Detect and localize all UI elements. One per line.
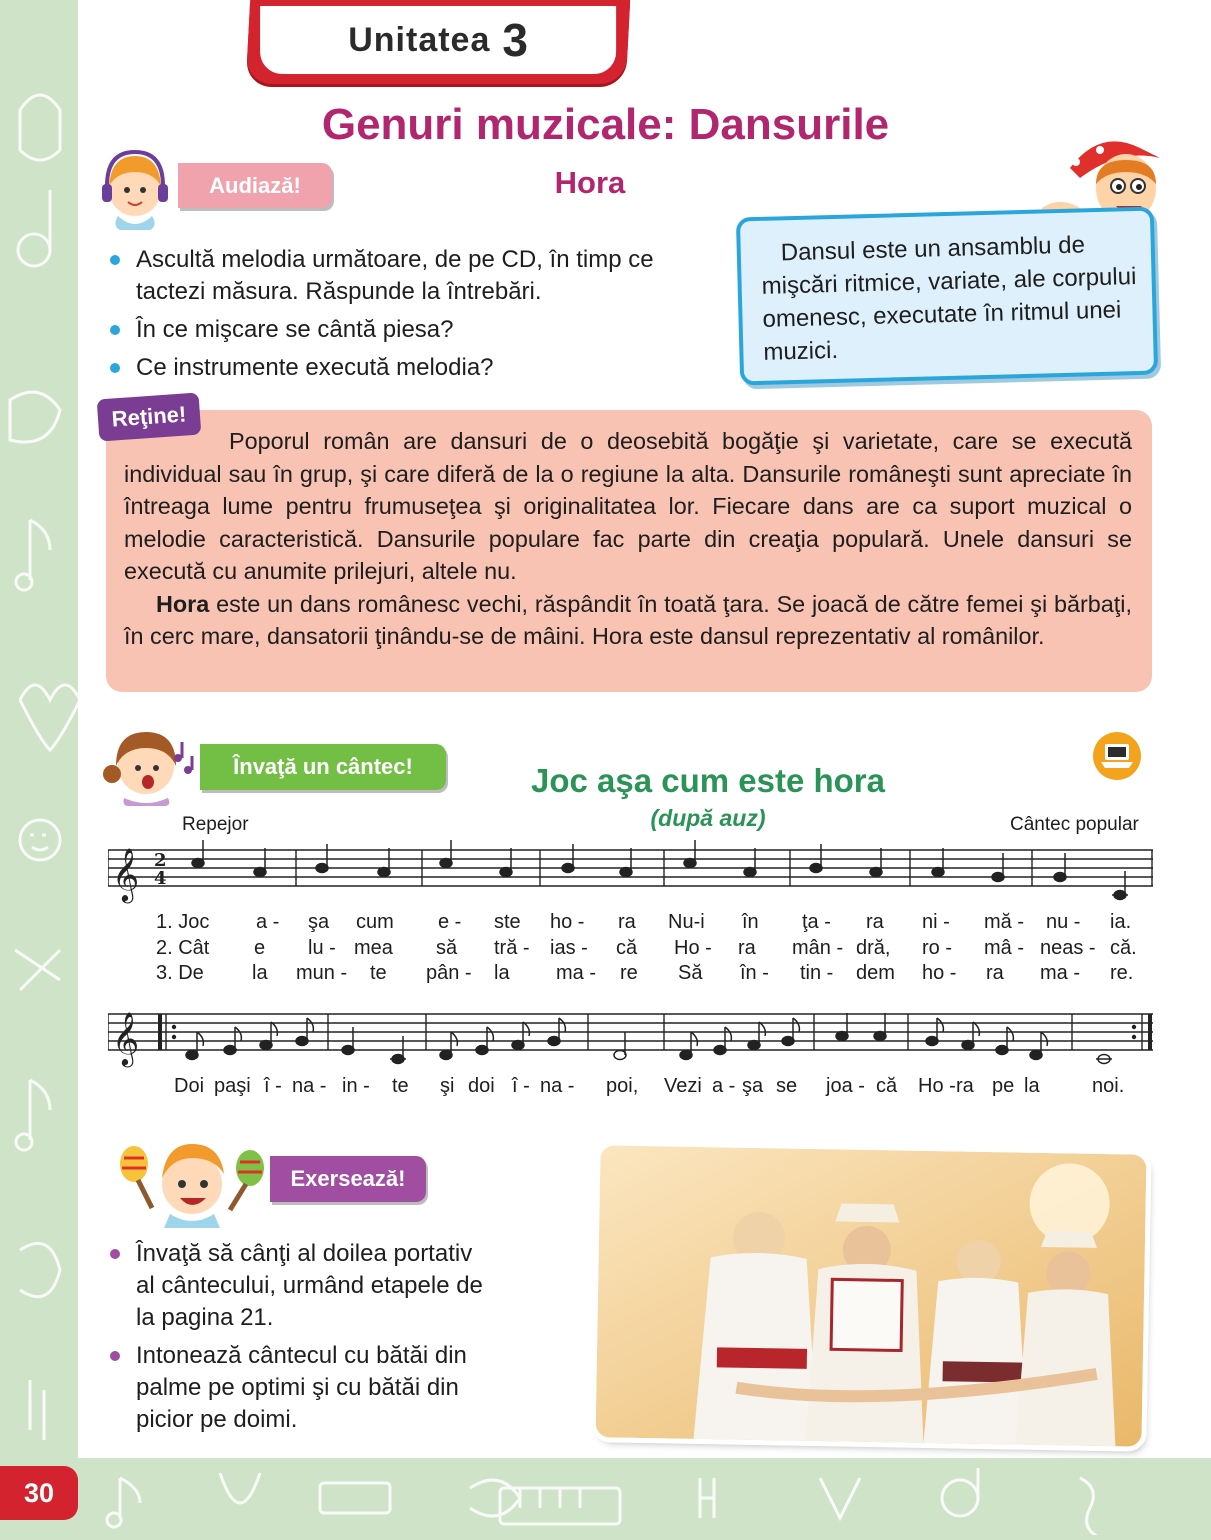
song-title: Joc aşa cum este hora [530,762,885,799]
retine-text [124,425,1132,653]
staff-1 [108,840,1158,915]
definition-box [736,207,1158,386]
unit-tab [246,0,630,84]
tempo-marking: Repejor [182,814,249,835]
time-signature-top: 2 [154,850,167,871]
list-item: Ce instrumente execută melodia? [106,352,666,384]
list-item: În ce mişcare se cântă piesa? [106,314,666,346]
bullet-icon [110,325,120,335]
song-subtitle: (după auz) [650,805,766,831]
audiaza-label: Audiază! [178,163,332,208]
bullet-icon [110,1249,120,1259]
audiaza-list [106,244,666,390]
list-item: Intonează cântecul cu bătăi din palme pe optimi şi cu bătăi din picior pe doimi. [106,1340,496,1436]
song-source: Cântec popular [1010,814,1139,835]
list-item: Învaţă să cânţi al doilea portativ al cântecului, urmând etapele de la pagina 21. [106,1238,486,1334]
verse-1-lyrics: 1. Joc a - şa cum e - ste ho - ra Nu-i în ţa - ra ni - mă - nu - ia. [156,911,1132,933]
time-signature-bottom: 4 [154,868,167,889]
page-subtitle: Hora [554,165,626,200]
dancers-photo [595,1145,1146,1446]
list-item: Ascultă melodia următoare, de pe CD, în timp ce tactezi măsura. Răspunde la întrebări. [106,244,656,308]
invata-label: Învaţă un cântec! [200,744,446,790]
verse-3-lyrics: 3. De la mun - te pân - la ma - re Să în - tin - dem ho - ra ma - re. [156,962,1134,984]
bullet-icon [110,255,120,265]
retine-paragraph-2: Hora este un dans românesc vechi, răspândit în toată ţara. Se joacă de către femei şi bărbaţi, în cerc mare, dansatorii ţinându-se de mâini. Hora este dansul reprezentativ al românilor. [124,590,1132,649]
margin-doodles [0,0,78,1535]
bullet-icon [110,363,120,373]
verse-2-lyrics: 2. Cât e lu - mea să tră - ias - că Ho - ra mân - dră, ro - mâ - neas - că. [156,937,1137,959]
unit-number: 3 [502,14,528,66]
retine-label: Reţine! [97,392,202,441]
svg-text:𝄞: 𝄞 [112,847,140,901]
hora-term: Hora [156,590,210,617]
singing-girl-icon [96,726,206,806]
unit-label: Unitatea [348,20,491,59]
bottom-band [0,1458,1211,1535]
bullet-icon [110,1351,120,1361]
maracas-child-icon [112,1138,272,1228]
listening-child-icon [100,150,170,220]
exerseaza-label: Exersează! [270,1156,426,1202]
svg-text:𝄞: 𝄞 [112,1011,140,1065]
definition-text: Dansul este un ansamblu de mişcări ritmice, variate, ale corpului omenesc, executate în ritmul unei muzici. [761,231,1137,366]
retine-paragraph-1: Poporul român are dansuri de o deosebită bogăţie şi varietate, care se execută individual sau în grup, şi care diferă de la o regiune la alta. Dansurile româneşti sunt apreciate în întreaga lume pentru frumuseţea şi originalitatea lor. Fiecare dans are ca suport muzical o melodie caracteristică. Dansurile populare fac parte din creaţia populară. Unele dansuri se execută cu anumite prilejuri, altele nu. [124,428,1132,584]
exerseaza-list [106,1238,516,1442]
laptop-icon[interactable] [1093,732,1141,780]
page-title: Genuri muzicale: Dansurile [321,100,890,149]
page-number: 30 [0,1466,78,1520]
refrain-lyrics: Doi paşi î - na - in - te şi doi î - na - poi, Vezi a - şa se joa - că Ho - ra pe la noi. [174,1075,1125,1097]
staff-2 [108,1000,1158,1080]
